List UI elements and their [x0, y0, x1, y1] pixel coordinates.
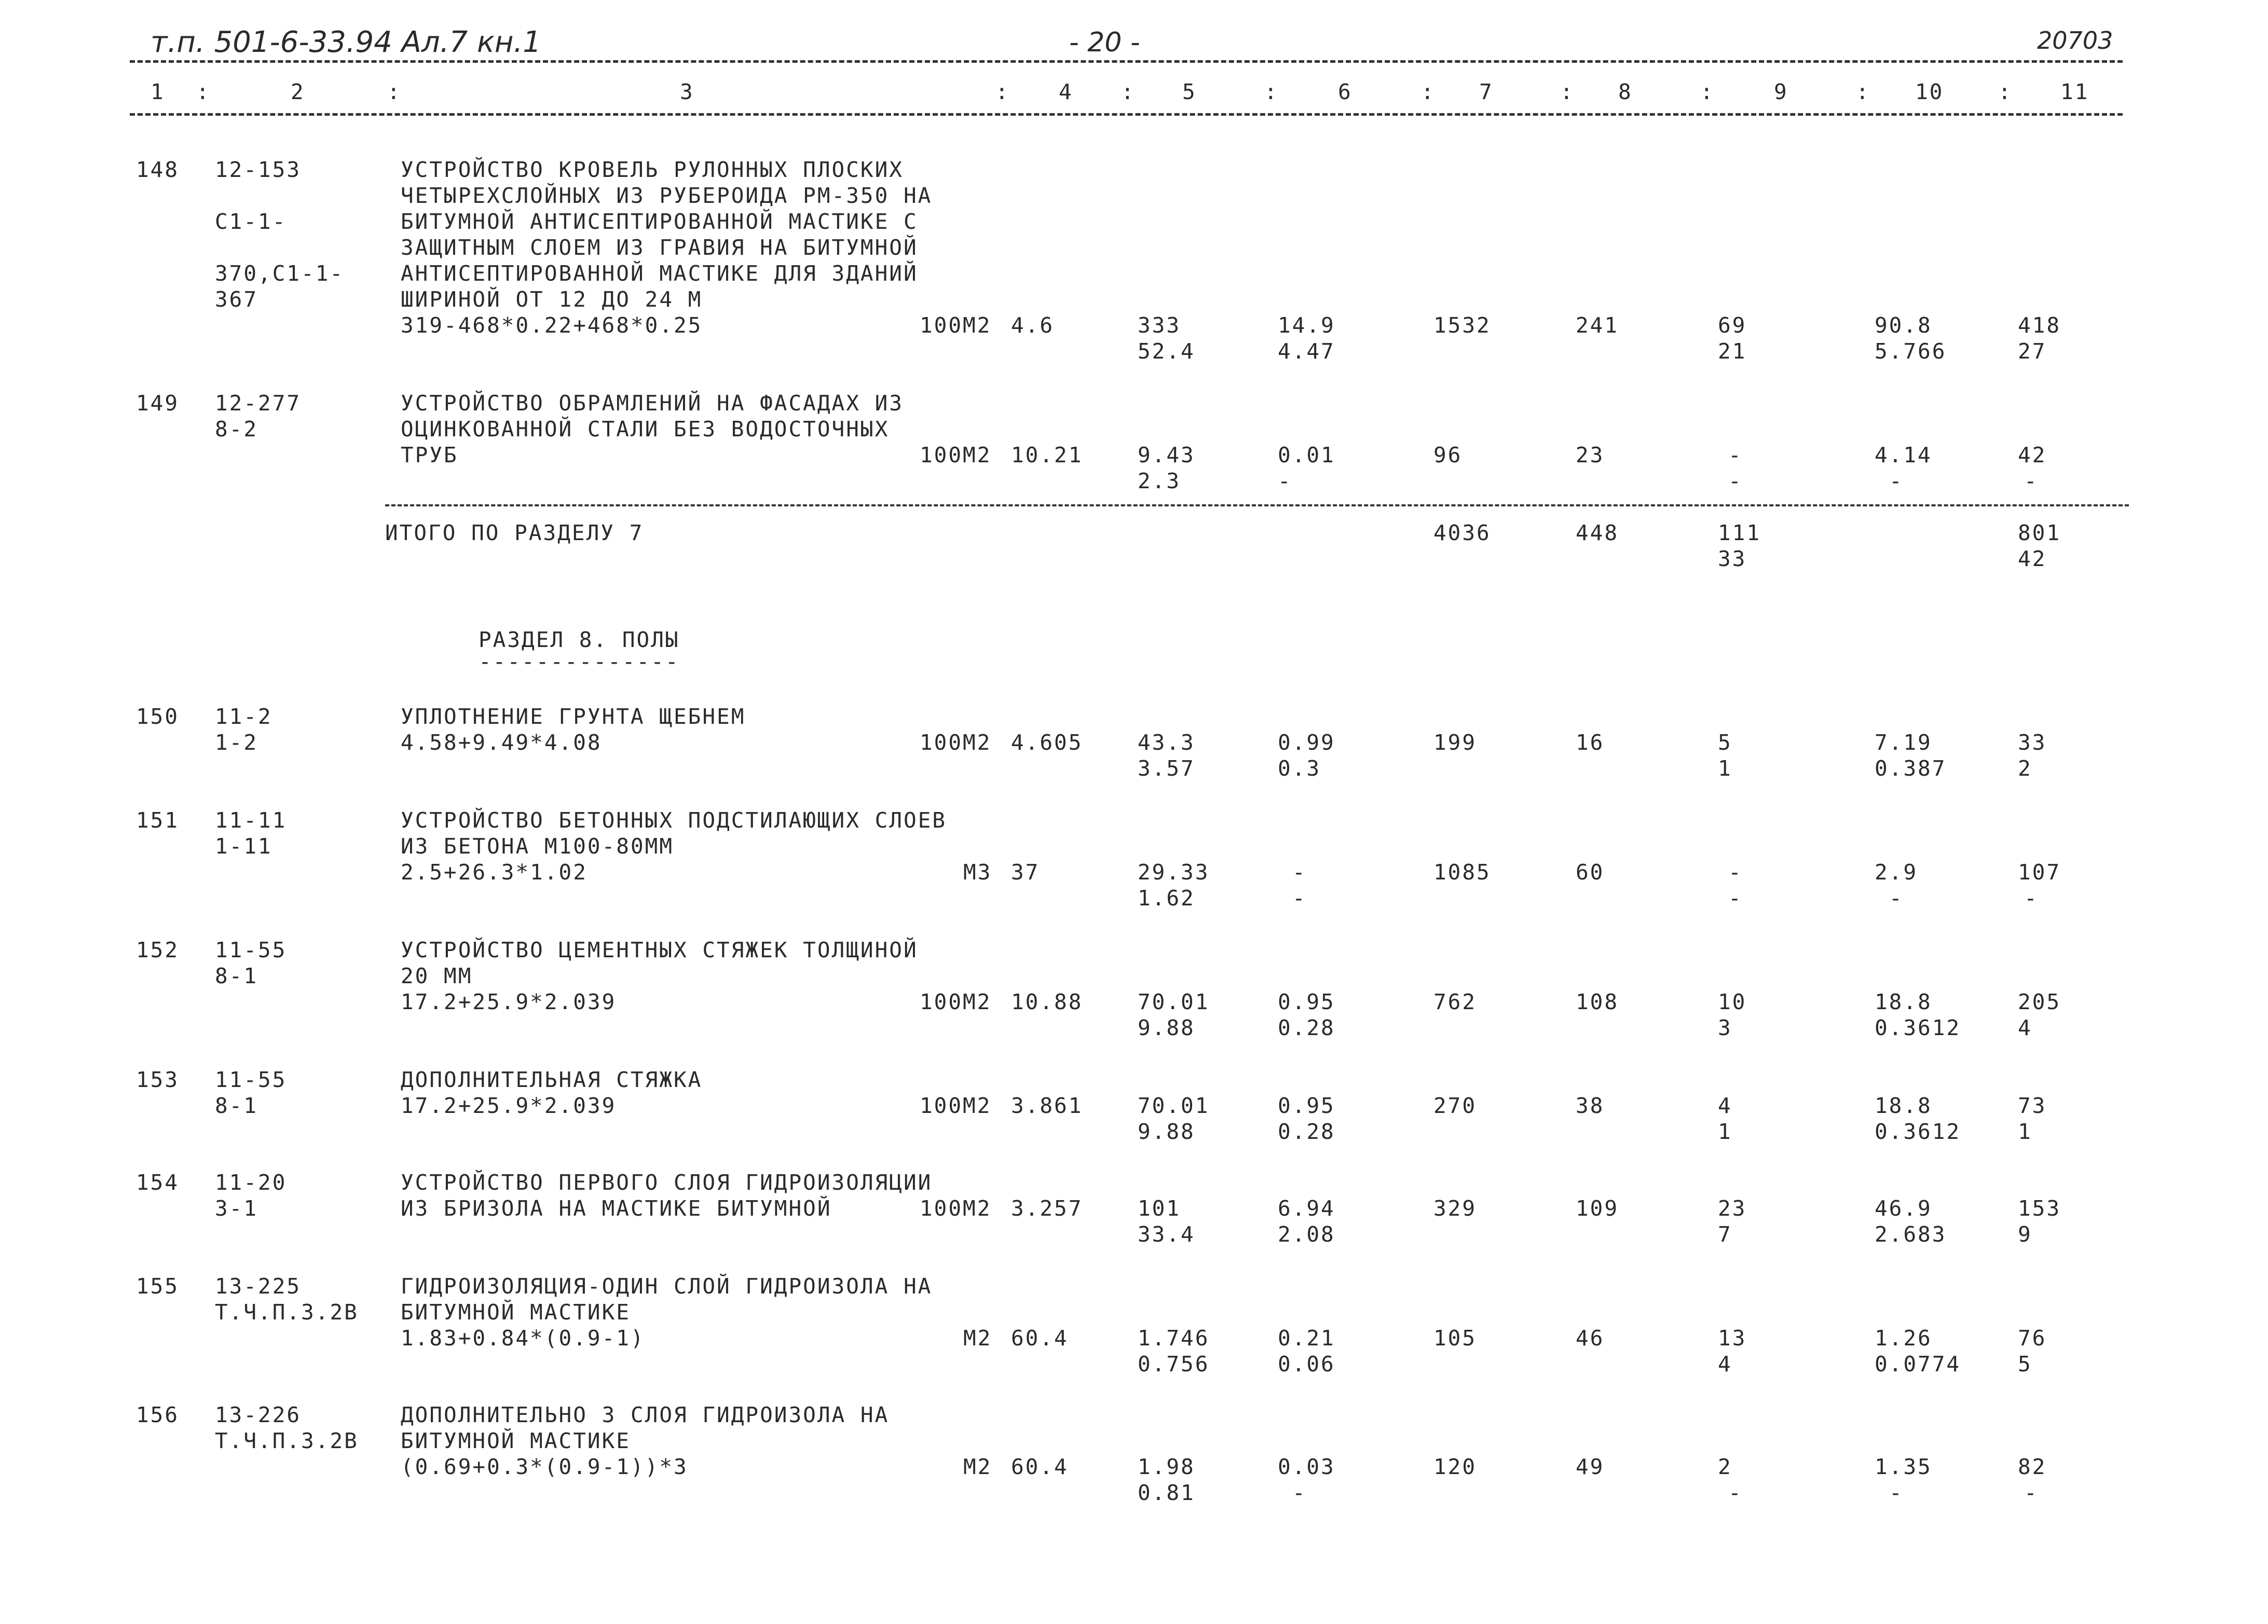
work-description-line: БИТУМНОЙ МАСТИКЕ [401, 1300, 631, 1325]
total-wage: 448 [1576, 520, 1619, 545]
quantity: 3.257 [1011, 1196, 1083, 1221]
labor-total: 33 [2018, 730, 2047, 755]
labor-total: 76 [2018, 1326, 2047, 1351]
total-wage: 38 [1576, 1093, 1605, 1118]
norm-code-line: 11-20 [215, 1170, 287, 1195]
col-sep: : [387, 79, 402, 104]
quantity: 60.4 [1011, 1454, 1069, 1479]
machine-wage: - [1292, 1480, 1307, 1505]
machine-cost: 14.9 [1278, 313, 1335, 338]
col-3: 3 [680, 79, 694, 104]
total-cost: 1085 [1433, 860, 1491, 885]
norm-code-line: 8-2 [215, 417, 258, 442]
labor-machinist-unit: - [1889, 469, 1904, 493]
total-cost: 120 [1433, 1454, 1477, 1479]
labor-machinist-total: 1 [2018, 1119, 2032, 1144]
unit-wage: 0.81 [1138, 1480, 1195, 1505]
labor-machinist-total: 4 [2018, 1015, 2032, 1040]
unit-wage: 9.88 [1138, 1119, 1195, 1144]
labor-unit: 1.26 [1875, 1326, 1932, 1351]
unit-cost: 43.3 [1138, 730, 1195, 755]
total-cost: 762 [1433, 989, 1477, 1014]
unit: 100М2 [920, 443, 992, 467]
total-machine: - [1728, 443, 1743, 467]
work-description-line: 20 ММ [401, 964, 473, 988]
machine-cost: 6.94 [1278, 1196, 1335, 1221]
unit: М3 [963, 860, 992, 885]
labor-machinist-total: - [2024, 1480, 2039, 1505]
quantity: 4.6 [1011, 313, 1055, 338]
labor-unit: 90.8 [1875, 313, 1932, 338]
document-code: 20703 [2037, 26, 2113, 54]
col-sep: : [1264, 79, 1279, 104]
total-machine-wage: - [1728, 886, 1743, 911]
labor-unit: 1.35 [1875, 1454, 1932, 1479]
machine-cost: 0.95 [1278, 1093, 1335, 1118]
unit: 100М2 [920, 313, 992, 338]
total-machine: 4 [1718, 1093, 1732, 1118]
unit: 100М2 [920, 989, 992, 1014]
volume-formula: 17.2+25.9*2.039 [401, 1093, 617, 1118]
work-description-line: БИТУМНОЙ МАСТИКЕ [401, 1428, 631, 1453]
total-machine: 5 [1718, 730, 1732, 755]
row-number: 156 [136, 1402, 180, 1427]
labor-machinist-total: 2 [2018, 756, 2032, 781]
total-cost: 105 [1433, 1326, 1477, 1351]
work-description-line: ИЗ БРИЗОЛА НА МАСТИКЕ БИТУМНОЙ [401, 1196, 832, 1221]
unit: 100М2 [920, 1093, 992, 1118]
total-wage: 108 [1576, 989, 1619, 1014]
total-machine: 23 [1718, 1196, 1747, 1221]
machine-wage: 2.08 [1278, 1222, 1335, 1247]
norm-code-line: 11-55 [215, 938, 287, 962]
norm-code-line: 1-2 [215, 730, 258, 755]
total-machine: 69 [1718, 313, 1747, 338]
total-cost: 199 [1433, 730, 1477, 755]
unit-cost: 29.33 [1138, 860, 1210, 885]
total-machine: 2 [1718, 1454, 1732, 1479]
row-number: 154 [136, 1170, 180, 1195]
col-8: 8 [1618, 79, 1633, 104]
unit: М2 [963, 1326, 992, 1351]
labor-machinist-unit: 5.766 [1875, 339, 1947, 364]
norm-code-line: 13-226 [215, 1402, 302, 1427]
total-cost: 4036 [1433, 520, 1491, 545]
work-description-line: УСТРОЙСТВО БЕТОННЫХ ПОДСТИЛАЮЩИХ СЛОЕВ [401, 808, 947, 833]
labor-machinist-unit: 0.3612 [1875, 1119, 1961, 1144]
work-description-line: УПЛОТНЕНИЕ ГРУНТА ЩЕБНЕМ [401, 704, 746, 729]
total-machine-wage: - [1728, 1480, 1743, 1505]
volume-formula: 17.2+25.9*2.039 [401, 989, 617, 1014]
header-bottom-rule [130, 113, 2123, 116]
quantity: 60.4 [1011, 1326, 1069, 1351]
row-number: 148 [136, 157, 180, 182]
labor-unit: 18.8 [1875, 989, 1932, 1014]
unit-cost: 70.01 [1138, 1093, 1210, 1118]
unit-wage: 33.4 [1138, 1222, 1195, 1247]
work-description-line: ТРУБ [401, 443, 458, 467]
page-number: - 20 - [1069, 27, 1140, 58]
col-6: 6 [1338, 79, 1352, 104]
labor-machinist-total: 5 [2018, 1352, 2032, 1377]
quantity: 10.21 [1011, 443, 1083, 467]
unit-cost: 1.98 [1138, 1454, 1195, 1479]
work-description-line: ГИДРОИЗОЛЯЦИЯ-ОДИН СЛОЙ ГИДРОИЗОЛА НА [401, 1274, 933, 1299]
total-separator-rule [385, 504, 2129, 506]
work-description-line: ИЗ БЕТОНА М100-80ММ [401, 834, 674, 859]
col-4: 4 [1059, 79, 1073, 104]
unit-cost: 9.43 [1138, 443, 1195, 467]
norm-code-line: 11-2 [215, 704, 272, 729]
volume-formula: 4.58+9.49*4.08 [401, 730, 602, 755]
unit: 100М2 [920, 730, 992, 755]
col-sep: : [1560, 79, 1575, 104]
total-wage: 46 [1576, 1326, 1605, 1351]
labor-unit: 4.14 [1875, 443, 1932, 467]
quantity: 3.861 [1011, 1093, 1083, 1118]
labor-total: 205 [2018, 989, 2061, 1014]
total-wage: 241 [1576, 313, 1619, 338]
norm-code-line: 1-11 [215, 834, 272, 859]
norm-code-line: 8-1 [215, 964, 258, 988]
labor-total: 153 [2018, 1196, 2061, 1221]
labor-machinist-unit: - [1889, 1480, 1904, 1505]
col-sep: : [1121, 79, 1136, 104]
norm-code-line: 11-55 [215, 1067, 287, 1092]
total-machine-wage: 1 [1718, 756, 1732, 781]
norm-code-line: С1-1- [215, 209, 287, 234]
machine-wage: 0.28 [1278, 1119, 1335, 1144]
total-machine: - [1728, 860, 1743, 885]
total-machine-wage: 33 [1718, 546, 1747, 571]
total-wage: 60 [1576, 860, 1605, 885]
labor-unit: 18.8 [1875, 1093, 1932, 1118]
row-number: 155 [136, 1274, 180, 1299]
total-machine-wage: 1 [1718, 1119, 1732, 1144]
work-description-line: УСТРОЙСТВО ЦЕМЕНТНЫХ СТЯЖЕК ТОЛЩИНОЙ [401, 938, 918, 962]
work-description-line: ЧЕТЫРЕХСЛОЙНЫХ ИЗ РУБЕРОИДА РМ-350 НА [401, 183, 933, 208]
labor-machinist-total: 9 [2018, 1222, 2032, 1247]
total-machine: 111 [1718, 520, 1761, 545]
col-1: 1 [151, 79, 165, 104]
col-7: 7 [1479, 79, 1494, 104]
labor-total: 42 [2018, 443, 2047, 467]
labor-unit: 2.9 [1875, 860, 1918, 885]
total-wage: 16 [1576, 730, 1605, 755]
total-machine-wage: 3 [1718, 1015, 1732, 1040]
machine-wage: 4.47 [1278, 339, 1335, 364]
unit-cost: 70.01 [1138, 989, 1210, 1014]
row-number: 153 [136, 1067, 180, 1092]
labor-unit: 46.9 [1875, 1196, 1932, 1221]
total-label: ИТОГО ПО РАЗДЕЛУ 7 [385, 520, 644, 545]
labor-machinist-unit: 2.683 [1875, 1222, 1947, 1247]
work-description-line: УСТРОЙСТВО КРОВЕЛЬ РУЛОННЫХ ПЛОСКИХ [401, 157, 904, 182]
norm-code-line: Т.Ч.П.3.2В [215, 1300, 359, 1325]
machine-cost: 0.95 [1278, 989, 1335, 1014]
labor-machinist-unit: 0.3612 [1875, 1015, 1961, 1040]
col-sep: : [1421, 79, 1436, 104]
labor-machinist-unit: 0.387 [1875, 756, 1947, 781]
work-description-line: ЗАЩИТНЫМ СЛОЕМ ИЗ ГРАВИЯ НА БИТУМНОЙ [401, 235, 918, 260]
document-reference: т.п. 501-6-33.94 Ал.7 кн.1 [151, 25, 541, 59]
norm-code-line: 8-1 [215, 1093, 258, 1118]
total-machine-wage: 7 [1718, 1222, 1732, 1247]
section-title: РАЗДЕЛ 8. ПОЛЫ [479, 627, 680, 652]
col-5: 5 [1182, 79, 1197, 104]
work-description-line: УСТРОЙСТВО ПЕРВОГО СЛОЯ ГИДРОИЗОЛЯЦИИ [401, 1170, 933, 1195]
volume-formula: (0.69+0.3*(0.9-1))*3 [401, 1454, 688, 1479]
col-2: 2 [291, 79, 305, 104]
quantity: 10.88 [1011, 989, 1083, 1014]
total-cost: 270 [1433, 1093, 1477, 1118]
row-number: 152 [136, 938, 180, 962]
unit-cost: 333 [1138, 313, 1181, 338]
total-machine: 10 [1718, 989, 1747, 1014]
total-machine-wage: 21 [1718, 339, 1747, 364]
total-wage: 23 [1576, 443, 1605, 467]
work-description-line: ДОПОЛНИТЕЛЬНАЯ СТЯЖКА [401, 1067, 703, 1092]
unit-cost: 101 [1138, 1196, 1181, 1221]
norm-code-line: 12-153 [215, 157, 302, 182]
norm-code-line: 12-277 [215, 391, 302, 416]
volume-formula: 2.5+26.3*1.02 [401, 860, 588, 885]
unit-wage: 9.88 [1138, 1015, 1195, 1040]
total-cost: 329 [1433, 1196, 1477, 1221]
norm-code-line: 370,С1-1- [215, 261, 345, 286]
unit-wage: 3.57 [1138, 756, 1195, 781]
col-10: 10 [1915, 79, 1944, 104]
labor-unit: 7.19 [1875, 730, 1932, 755]
section-title-underline: -------------- [479, 649, 680, 674]
machine-cost: 0.99 [1278, 730, 1335, 755]
labor-machinist-total: 27 [2018, 339, 2047, 364]
unit-wage: 2.3 [1138, 469, 1181, 493]
labor-machinist-unit: - [1889, 886, 1904, 911]
unit-wage: 1.62 [1138, 886, 1195, 911]
row-number: 151 [136, 808, 180, 833]
row-number: 150 [136, 704, 180, 729]
labor-machinist-total: - [2024, 886, 2039, 911]
quantity: 37 [1011, 860, 1040, 885]
unit-wage: 0.756 [1138, 1352, 1210, 1377]
total-machine-wage: - [1728, 469, 1743, 493]
labor-machinist-total: 42 [2018, 546, 2047, 571]
machine-wage: 0.28 [1278, 1015, 1335, 1040]
unit: М2 [963, 1454, 992, 1479]
labor-total: 73 [2018, 1093, 2047, 1118]
col-sep: : [196, 79, 211, 104]
machine-wage: 0.06 [1278, 1352, 1335, 1377]
norm-code-line: Т.Ч.П.3.2В [215, 1428, 359, 1453]
machine-cost: 0.03 [1278, 1454, 1335, 1479]
col-11: 11 [2060, 79, 2089, 104]
unit: 100М2 [920, 1196, 992, 1221]
norm-code-line: 367 [215, 287, 258, 312]
volume-formula: 319-468*0.22+468*0.25 [401, 313, 703, 338]
work-description-line: ШИРИНОЙ ОТ 12 ДО 24 М [401, 287, 703, 312]
total-machine-wage: 4 [1718, 1352, 1732, 1377]
row-number: 149 [136, 391, 180, 416]
norm-code-line: 11-11 [215, 808, 287, 833]
labor-total: 418 [2018, 313, 2061, 338]
machine-cost: 0.01 [1278, 443, 1335, 467]
work-description-line: ДОПОЛНИТЕЛЬНО 3 СЛОЯ ГИДРОИЗОЛА НА [401, 1402, 890, 1427]
machine-wage: - [1292, 886, 1307, 911]
unit-cost: 1.746 [1138, 1326, 1210, 1351]
norm-code-line: 3-1 [215, 1196, 258, 1221]
work-description-line: БИТУМНОЙ АНТИСЕПТИРОВАННОЙ МАСТИКЕ С [401, 209, 918, 234]
quantity: 4.605 [1011, 730, 1083, 755]
total-machine: 13 [1718, 1326, 1747, 1351]
total-cost: 96 [1433, 443, 1463, 467]
machine-cost: - [1292, 860, 1307, 885]
labor-machinist-total: - [2024, 469, 2039, 493]
machine-wage: - [1278, 469, 1292, 493]
col-9: 9 [1774, 79, 1788, 104]
machine-cost: 0.21 [1278, 1326, 1335, 1351]
norm-code-line: 13-225 [215, 1274, 302, 1299]
total-wage: 109 [1576, 1196, 1619, 1221]
unit-wage: 52.4 [1138, 339, 1195, 364]
col-sep: : [1700, 79, 1715, 104]
header-top-rule [130, 60, 2123, 63]
col-sep: : [1856, 79, 1870, 104]
col-sep: : [995, 79, 1010, 104]
labor-machinist-unit: 0.0774 [1875, 1352, 1961, 1377]
total-wage: 49 [1576, 1454, 1605, 1479]
labor-total: 107 [2018, 860, 2061, 885]
work-description-line: ОЦИНКОВАННОЙ СТАЛИ БЕЗ ВОДОСТОЧНЫХ [401, 417, 890, 442]
volume-formula: 1.83+0.84*(0.9-1) [401, 1326, 645, 1351]
machine-wage: 0.3 [1278, 756, 1321, 781]
col-sep: : [1998, 79, 2013, 104]
work-description-line: АНТИСЕПТИРОВАННОЙ МАСТИКЕ ДЛЯ ЗДАНИЙ [401, 261, 918, 286]
labor-total: 801 [2018, 520, 2061, 545]
work-description-line: УСТРОЙСТВО ОБРАМЛЕНИЙ НА ФАСАДАХ ИЗ [401, 391, 904, 416]
labor-total: 82 [2018, 1454, 2047, 1479]
total-cost: 1532 [1433, 313, 1491, 338]
